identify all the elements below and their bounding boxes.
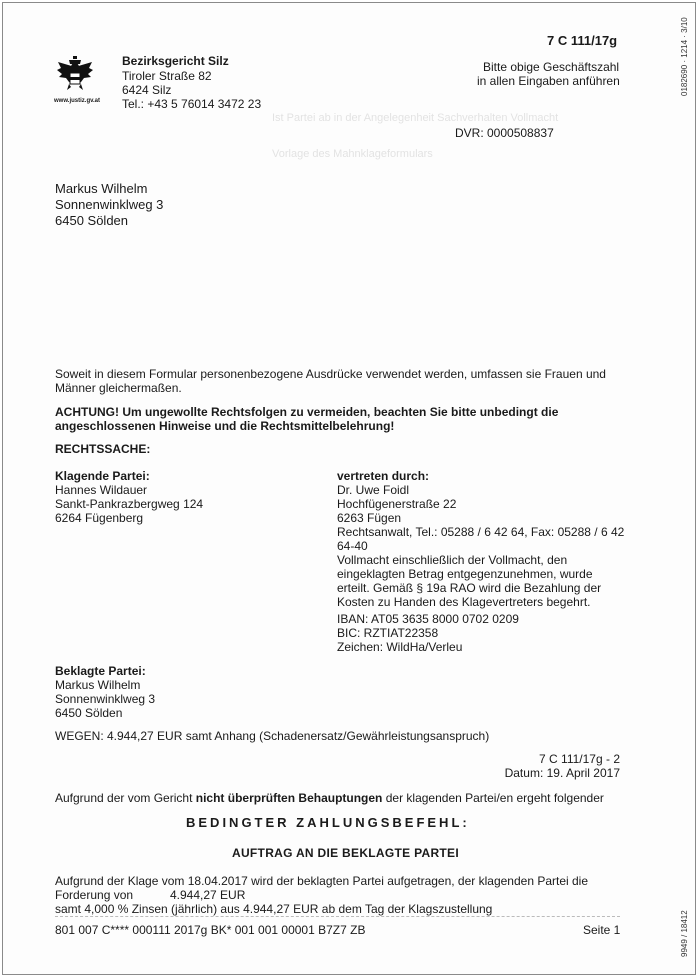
side-reference-top: 0182690 · 1214 · 3/10 [680,17,689,96]
representative-line: Kosten zu Handen des Klagevertreters begehrt. [337,595,591,609]
reference-case-number: 7 C 111/17g - 2 [539,752,620,766]
order-line-2-amount: 4.944,27 EUR [170,888,246,902]
order-line-3: samt 4,000 % Zinsen (jährlich) aus 4.944,27 EUR ab dem Tag der Klagszustellung [55,902,493,916]
recipient-street: Sonnenwinklweg 3 [55,197,164,212]
rechtssache-heading: RECHTSSACHE: [55,442,151,456]
order-line-1: Aufgrund der Klage vom 18.04.2017 wird der beklagten Partei aufgetragen, der klagenden Partei die [55,874,589,888]
notice-line-2: in allen Eingaben anführen [477,74,620,88]
notice-line-1: Bitte obige Geschäftszahl [483,60,620,74]
court-city: 6424 Silz [122,83,172,97]
defendant-street: Sonnenwinklweg 3 [55,692,156,706]
plaintiff-label: Klagende Partei: [55,469,150,483]
side-reference-bottom: 9949 / 18412 [680,910,689,957]
intro-line-1: Soweit in diesem Formular personenbezogene Ausdrücke verwendet werden, umfassen sie Frauen und [55,367,606,381]
representative-line: Hochfügenerstraße 22 [337,497,457,511]
recipient-name: Markus Wilhelm [55,181,148,196]
footer-page-number: Seite 1 [583,923,621,937]
representative-iban: IBAN: AT05 3635 8000 0702 0209 [337,612,519,626]
defendant-city: 6450 Sölden [55,706,123,720]
representative-line: Rechtsanwalt, Tel.: 05288 / 6 42 64, Fax: 05288 / 6 42 [337,525,625,539]
plaintiff-name: Hannes Wildauer [55,483,148,497]
basis-post: der klagenden Partei/en ergeht folgender [382,791,604,805]
court-street: Tiroler Straße 82 [122,69,212,83]
representative-reference: Zeichen: WildHa/Verleu [337,640,463,654]
representative-line: eingeklagten Betrag entgegenzunehmen, wurde [337,567,593,581]
warning-line-1: ACHTUNG! Um ungewollte Rechtsfolgen zu vermeiden, beachten Sie bitte unbedingt die [55,405,559,419]
court-website: www.justiz.gv.at [54,98,101,104]
order-line-2-label: Forderung von [55,888,134,902]
basis-bold: nicht überprüften Behauptungen [195,791,383,805]
intro-line-2: Männer gleichermaßen. [55,381,182,395]
plaintiff-street: Sankt-Pankrazbergweg 124 [55,497,204,511]
case-number: 7 C 111/17g [547,33,618,48]
dvr-number: DVR: 0000508837 [455,126,554,140]
footer-code: 801 007 C**** 000111 2017g BK* 001 001 00001 B7Z7 ZB [55,923,366,937]
representative-line: erteilt. Gemäß § 19a RAO wird die Bezahlung der [337,581,602,595]
court-name: Bezirksgericht Silz [122,54,229,68]
footer-divider [55,916,620,917]
court-phone: Tel.: +43 5 76014 3472 23 [122,97,262,111]
defendant-label: Beklagte Partei: [55,664,146,678]
representative-line: Vollmacht einschließlich der Vollmacht, den [337,553,568,567]
representative-label: vertreten durch: [337,469,430,483]
representative-line: 64-40 [337,539,368,553]
plaintiff-city: 6264 Fügenberg [55,511,144,525]
representative-line: 6263 Fügen [337,511,402,525]
eagle-logo-icon [55,54,95,98]
representative-line: Dr. Uwe Foidl [337,483,410,497]
reference-date: Datum: 19. April 2017 [504,766,620,780]
recipient-city: 6450 Sölden [55,213,129,228]
title-conditional-payment-order: BEDINGTER ZAHLUNGSBEFEHL: [186,815,470,830]
basis-pre: Aufgrund der vom Gericht [55,791,196,805]
representative-bic: BIC: RZTIAT22358 [337,626,439,640]
wegen-line: WEGEN: 4.944,27 EUR samt Anhang (Schadenersatz/Gewährleistungsanspruch) [55,729,490,743]
title-order-to-defendant: AUFTRAG AN DIE BEKLAGTE PARTEI [232,846,459,860]
defendant-name: Markus Wilhelm [55,678,141,692]
basis-line [55,791,604,805]
warning-line-2: angeschlossenen Hinweise und die Rechtsmittelbelehrung! [55,419,395,433]
